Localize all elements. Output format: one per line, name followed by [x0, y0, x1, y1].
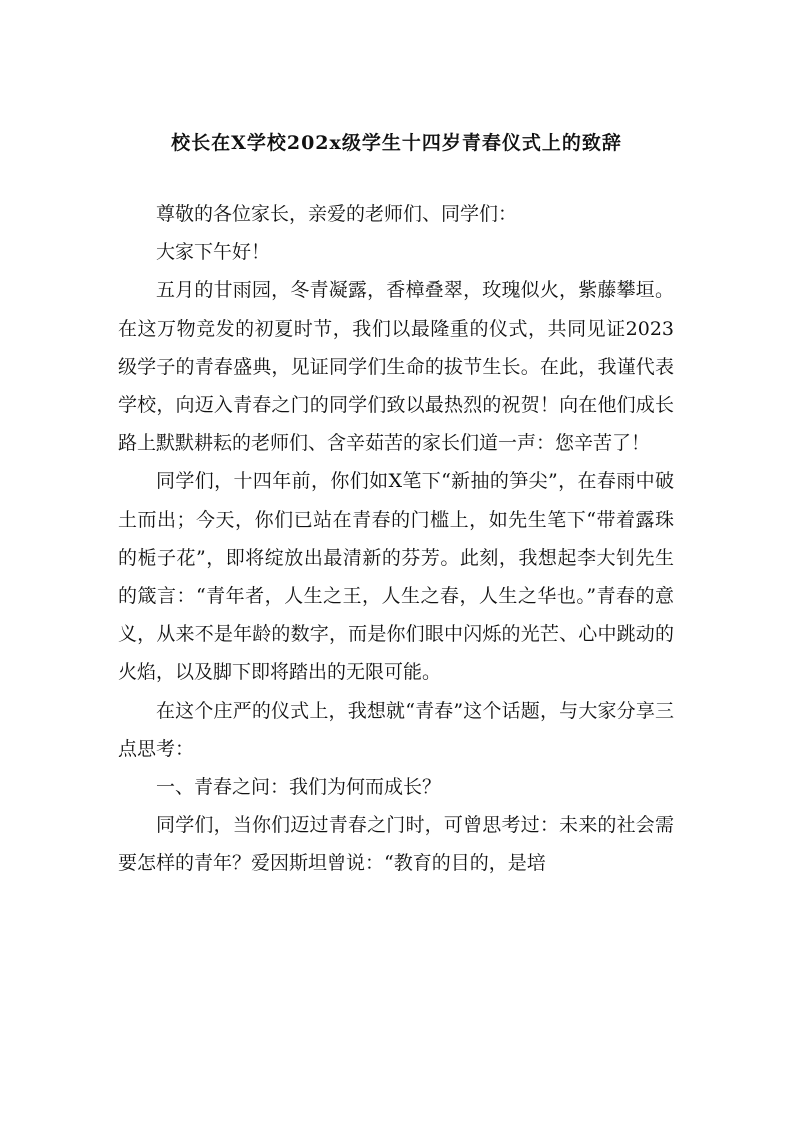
topic-intro-paragraph: 在这个庄严的仪式上，我想就“青春”这个话题，与大家分享三点思考： [118, 699, 674, 760]
document-title: 校长在X学校202x级学生十四岁青春仪式上的致辞 [171, 132, 622, 154]
document-body [118, 195, 674, 883]
section-heading-1: 一、青春之问：我们为何而成长？ [156, 776, 442, 799]
greeting-paragraph: 大家下午好！ [156, 241, 271, 264]
section-1-paragraph: 同学们，当你们迈过青春之门时，可曾思考过：未来的社会需要怎样的青年？爱因斯坦曾说：“教育的目的，是培 [118, 814, 674, 875]
youth-paragraph: 同学们，十四年前，你们如X笔下“新抽的笋尖”，在春雨中破土而出；今天，你们已站在青春的门槛上，如先生笔下“带着露珠的栀子花”，即将绽放出最清新的芬芳。此刻，我想起李大钊先生的箴言：“青年者，人生之王，人生之春，人生之华也。”青春的意义，从来不是年龄的数字，而是你们眼中闪烁的光芒、心中跳动的火焰，以及脚下即将踏出的无限可能。 [118, 470, 674, 684]
salutation-paragraph: 尊敬的各位家长，亲爱的老师们、同学们： [156, 203, 518, 225]
opening-paragraph: 五月的甘雨园，冬青凝露，香樟叠翠，玫瑰似火，紫藤攀垣。在这万物竞发的初夏时节，我们以最隆重的仪式，共同见证2023级学子的青春盛典，见证同学们生命的拔节生长。在此，我谨代表学校，向迈入青春之门的同学们致以最热烈的祝贺！向在他们成长路上默默耕耘的老师们、含辛茹苦的家长们道一声：您辛苦了！ [118, 279, 674, 455]
